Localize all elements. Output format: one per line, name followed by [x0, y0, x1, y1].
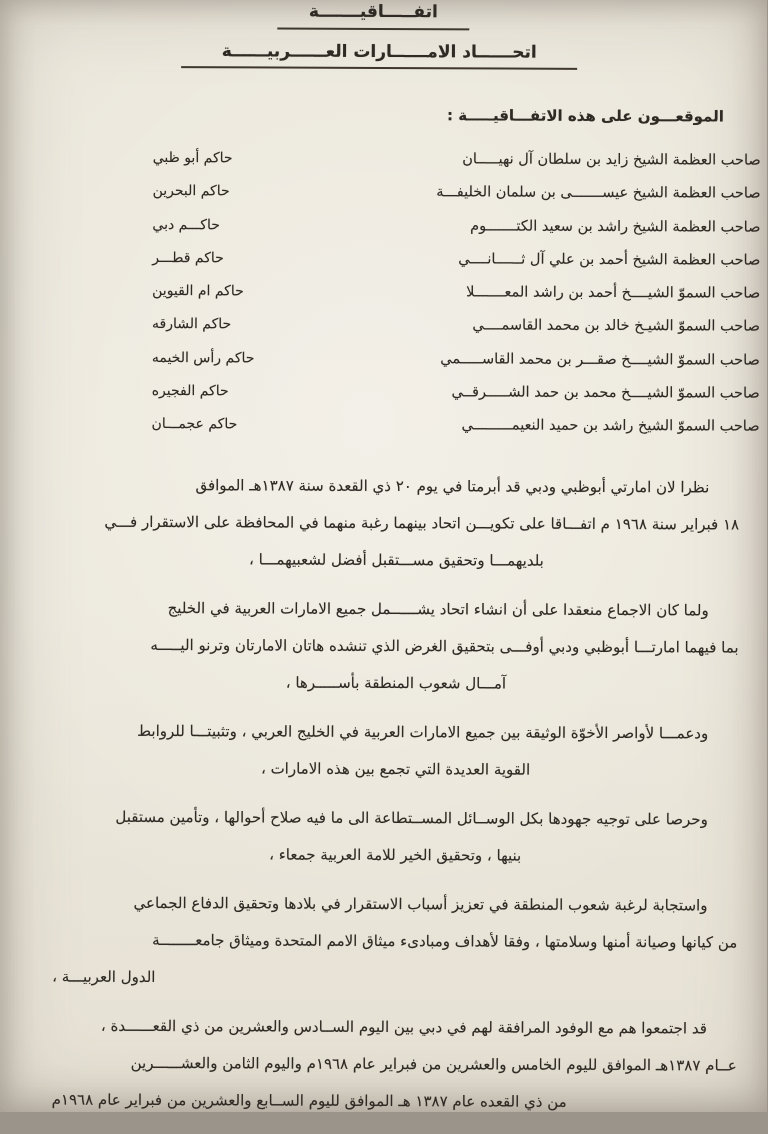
paragraph-preamble-1	[55, 467, 740, 581]
signatory-title: حاكم عجمـــان	[152, 416, 239, 433]
paragraph-line: من كيانها وصيانة أمنها وسلامتها ، وفقا لأهداف ومبادىء ميثاق الامم المتحدة وميثاق جامعــــــــة	[153, 930, 739, 952]
signatory-row	[151, 316, 761, 352]
paragraph-line: وحرصا على توجيه جهودها بكل الوســائل المســتطاعة الى ما فيه صلاح أحوالها ، وتأمين مستقبل	[116, 807, 709, 829]
signatory-row	[151, 383, 761, 419]
paragraph-line: ١٨ فبراير سنة ١٩٦٨ م اتفـــاقا على تكويـــن اتحاد بينهما رغبة منهما في المحافظة على الاستقرار فـــي	[105, 512, 741, 534]
signatory-name: صاحب السموّ الشيــــخ أحمد بن راشد المعـــــــلا	[467, 284, 762, 302]
signatory-row	[152, 150, 762, 186]
document-title: اتفـــــاقيـــــــة	[278, 2, 470, 31]
signatory-row	[151, 250, 761, 286]
paragraph-line: من ذي القعده عام ١٣٨٧ هـ الموافق لليوم الســابع والعشرين من فبراير عام ١٩٦٨م	[52, 1090, 568, 1111]
paragraph-line: بما فيهما امارتـــا أبوظبي ودبي أوفـــى بتحقيق الغرض الذي تنشده هاتان الامارتان وترنو اليـــــه	[151, 635, 740, 657]
signatory-name: صاحب السموّ الشيخ راشد بن حميد النعيمـــــــــي	[462, 417, 761, 436]
signatory-title: حاكم الشارقه	[152, 316, 233, 333]
paragraph-line: ولما كان الاجماع منعقدا على أن انشاء اتحاد يشــــــمل جميع الامارات العربية في الخليج	[168, 599, 710, 620]
paragraph-meeting	[53, 1008, 738, 1122]
signatory-title: حاكم البحرين	[153, 183, 231, 200]
signatory-name: صاحب السموّ الشيــــخ محمد بن حمد الشـــــرقــي	[452, 384, 761, 402]
signatory-name: صاحب العظمة الشيخ راشد بن سعيد الكتـــــــوم	[471, 217, 762, 236]
signatory-name: صاحب السموّ الشيـخ خالد بن محمد القاسمــــي	[473, 317, 762, 336]
document-body	[52, 467, 740, 1134]
signatory-title: حاكم الفجيره	[152, 383, 230, 400]
signatory-name: صاحب السموّ الشيــــخ صقـــر بن محمد القاســـــمي	[441, 351, 761, 369]
signatory-title: حاكم أبو ظبي	[153, 149, 234, 167]
paragraph-preamble-3	[54, 713, 739, 790]
signatory-row	[151, 350, 761, 386]
paragraph-line: قد اجتمعوا هم مع الوفود المرافقة لهم في دبي بين اليوم الســادس والعشرين من ذي القعــــــدة ،	[101, 1016, 708, 1038]
document-subtitle: اتحــــــاد الامــــــارات العــــــربيــــــة	[182, 41, 578, 70]
paragraph-line: نظرا لان امارتي أبوظبي ودبي قد أبرمتا في يوم ٢٠ ذي القعدة سنة ١٣٨٧هـ الموافق	[196, 476, 711, 497]
signatory-row	[150, 416, 760, 452]
paragraph-preamble-2	[54, 590, 739, 704]
signatory-name: صاحب العظمة الشيخ عيســـــــى بن سلمان الخليفـــة	[437, 184, 762, 202]
signatories-heading: الموقعـــون على هذه الاتفـــاقيـــــة :	[447, 106, 725, 126]
signatory-name: صاحب العظمة الشيخ أحمد بن علي آل ثــــــانــــي	[459, 251, 762, 269]
paragraph-line: الدول العربيـــة ،	[53, 967, 157, 987]
paragraph-line: بلديهمـــا وتحقيق مســـتقبل أفضل لشعبيهمـــا ،	[250, 550, 545, 570]
signatory-name: صاحب العظمة الشيخ زايد بن سلطان آل نهيـــــان	[463, 151, 762, 169]
paragraph-line: القوية العديدة التي تجمع بين هذه الامارات ،	[261, 759, 532, 779]
signatory-title: حاكم رأس الخيمه	[152, 349, 256, 367]
paragraph-line: عــام ١٣٨٧هـ الموافق لليوم الخامس والعشرين من فبراير عام ١٩٦٨م واليوم الثامن والعشــــــرين	[131, 1053, 738, 1075]
signatory-title: حاكم قطـــر	[153, 249, 225, 267]
signatory-row	[151, 217, 761, 253]
paragraph-preamble-5	[53, 885, 738, 999]
signatory-row	[151, 183, 761, 219]
paragraph-preamble-4	[54, 799, 739, 876]
signatories-list	[150, 150, 761, 452]
paragraph-line: آمـــال شعوب المنطقة بأســـــرها ،	[286, 673, 508, 693]
paragraph-line: بنيها ، وتحقيق الخير للامة العربية جمعاء ،	[270, 845, 523, 865]
paragraph-line: واستجابة لرغبة شعوب المنطقة في تعزيز أسباب الاستقرار في بلادها وتحقيق الدفاع الجماعي	[134, 893, 709, 915]
signatory-row	[151, 283, 761, 319]
paragraph-line: ودعمـــا لأواصر الأخوّة الوثيقة بين جميع الامارات العربية في الخليج العربي ، وتثبيتـــا للروابط	[138, 721, 710, 743]
signatory-title: حاكم ام القيوين	[153, 283, 245, 300]
signatory-title: حاكـــم دبي	[153, 216, 221, 233]
